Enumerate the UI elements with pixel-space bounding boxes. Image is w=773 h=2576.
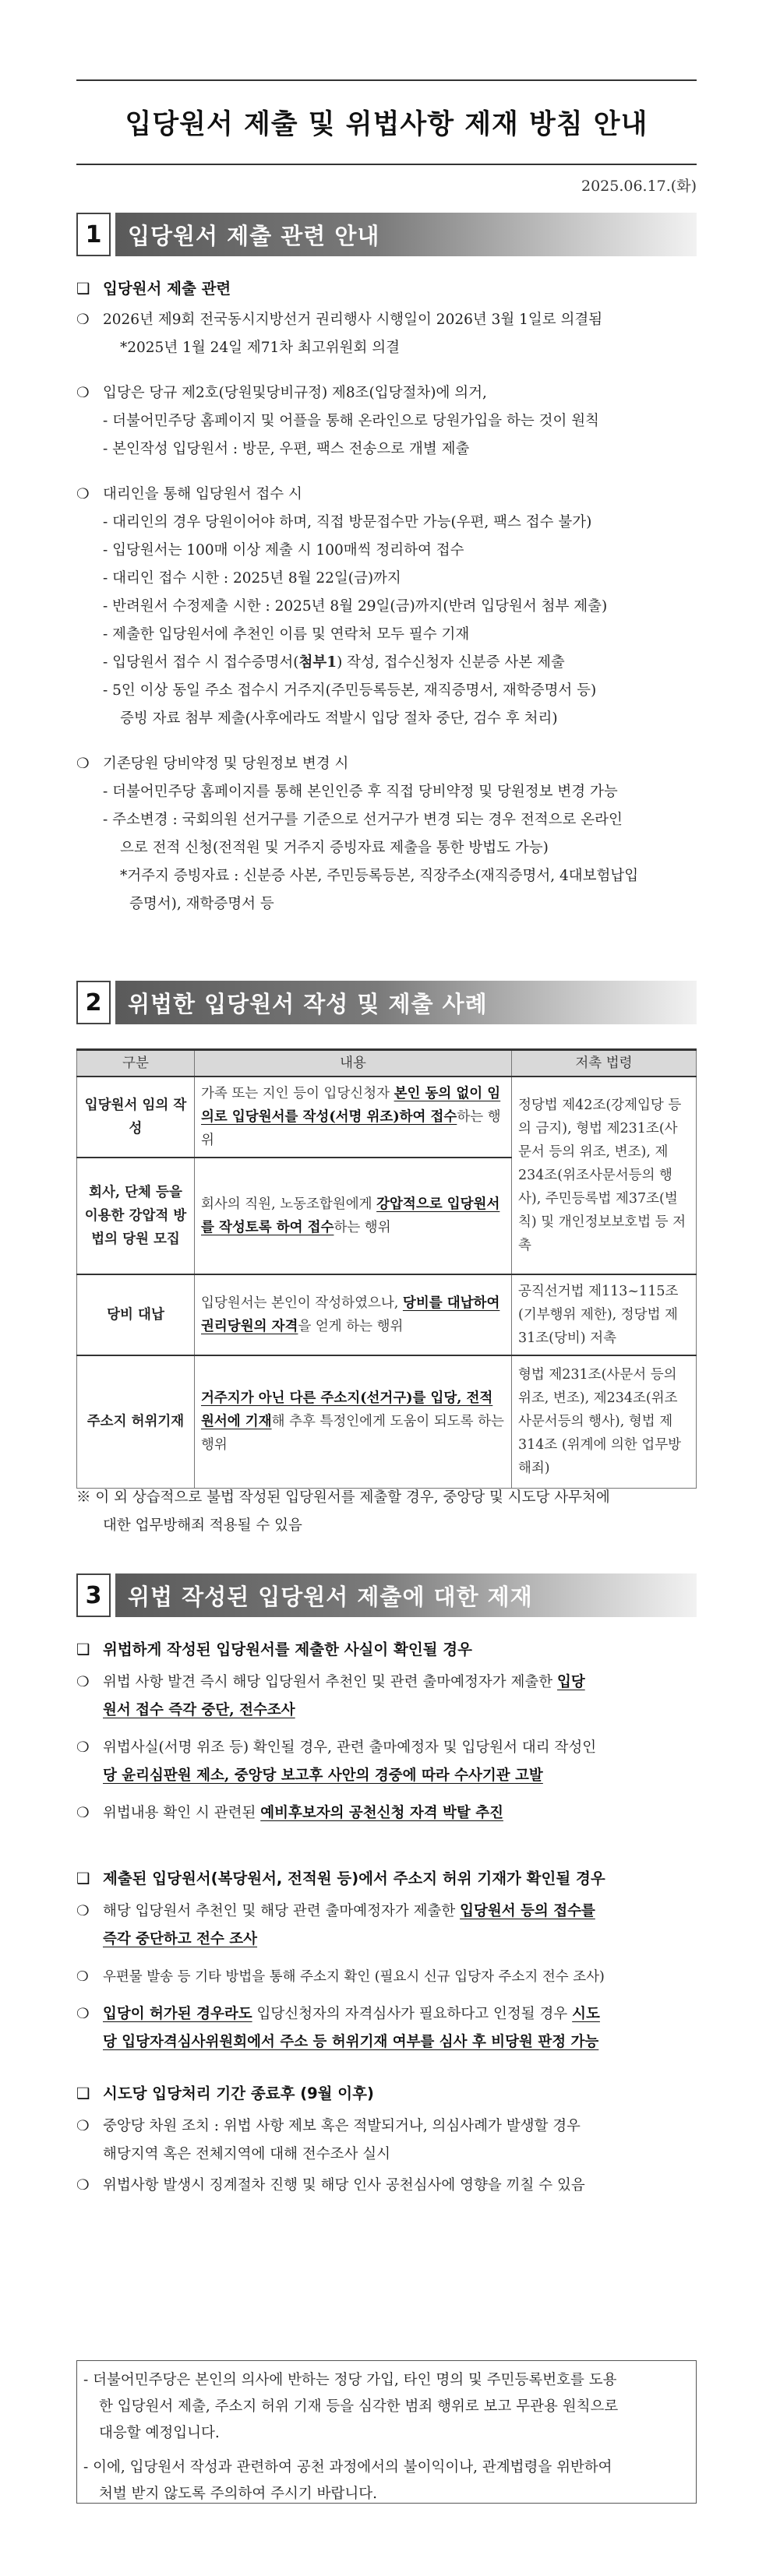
sub-item: - 반려원서 수정제출 시한 : 2025년 8월 29일(금)까지(반려 입당원서 첨부 제출) [103,598,608,615]
note-line: *거주지 증빙자료 : 신분증 사본, 주민등록등본, 직장주소(재직증명서, 4대보험납입 [120,868,639,884]
subsection-heading: ❑ 제출된 입당원서(복당원서, 전적원 등)에서 주소지 허위 기재가 확인될 경우 [76,1865,700,1893]
circle-bullet-icon: ❍ [76,756,90,772]
square-bullet-icon: ❑ [76,1869,90,1887]
section-number: 2 [76,981,111,1024]
sub-item: - 입당원서 접수 시 접수증명서( 첨부1 ) 작성, 접수신청자 신분증 사본 제출 [103,654,565,671]
subsection-heading: ❑ 시도당 입당처리 기간 종료후 (9월 이후) [76,2080,700,2108]
circle-bullet-icon: ❍ [76,312,90,328]
sub-item: - 주소변경 : 국회의원 선거구를 기준으로 선거구가 변경 되는 경우 전적으로 온라인 [103,812,623,828]
section-title: 입당원서 제출 관련 안내 [115,213,697,256]
list-item-continued: 당 입당자격심사위원회에서 주소 등 허위기재 여부를 심사 후 비당원 판정 가능 [103,2034,599,2050]
list-item: ❍ 2026년 제9회 전국동시지방선거 권리행사 시행일이 2026년 3월 1일로 의결됨 [76,306,700,334]
violation-cases-table [76,1048,697,1489]
list-item: ❍ 입당이 허가된 경우라도 입당신청자의 자격심사가 필요하다고 인정될 경우 시도 [76,2000,700,2028]
case-description: 입당원서는 본인이 작성하였으나, 당비를 대납하여 권리당원의 자격을 얻게 하는 행위 [195,1274,512,1355]
note-line: ※ 이 외 상습적으로 불법 작성된 입당원서를 제출할 경우, 중앙당 및 시도당 사무처에 [76,1489,610,1506]
list-item: ❍ 해당 입당원서 추천인 및 해당 관련 출마예정자가 제출한 입당원서 등의 접수를 [76,1898,700,1926]
section-number: 3 [76,1573,111,1617]
table-row [77,1077,697,1158]
circle-bullet-icon: ❍ [76,1805,90,1821]
document-title: 입당원서 제출 및 위법사항 제재 방침 안내 [125,109,648,140]
section-number: 1 [76,213,111,256]
subsection-heading: ❑ 위법하게 작성된 입당원서를 제출한 사실이 확인될 경우 [76,1636,700,1664]
notice-box [76,2360,697,2504]
list-item-continued: 원서 접수 즉각 중단, 전수조사 [103,1702,295,1718]
sub-item: - 입당원서는 100매 이상 제출 시 100매씩 정리하여 접수 [103,542,464,559]
subsection-heading: ❑ 입당원서 제출 관련 [76,275,700,303]
list-item: ❍ 우편물 발송 등 기타 방법을 통해 주소지 확인 (필요시 신규 입당자 주소지 전수 조사) [76,1963,700,1991]
section-3-body [76,1636,700,2200]
case-law: 정당법 제42조(강제입당 등의 금지), 형법 제231조(사문서 등의 위조, 변조), 제234조(위조사문서등의 행사), 주민등록법 제37조(벌칙) 및 개인정보보호법 등 저촉 [512,1077,697,1274]
table-header: 저촉 법령 [512,1050,697,1077]
table-header: 구분 [77,1050,195,1077]
sub-item: - 제출한 입당원서에 추천인 이름 및 연락처 모두 필수 기재 [103,626,470,643]
section-1-body [76,275,700,918]
list-item: ❍ 기존당원 당비약정 및 당원정보 변경 시 [76,750,700,778]
sub-item: - 더불어민주당 홈페이지를 통해 본인인증 후 직접 당비약정 및 당원정보 변경 가능 [103,784,618,800]
square-bullet-icon: ❑ [76,1640,90,1658]
circle-bullet-icon: ❍ [76,1903,90,1919]
case-description: 거주지가 아닌 다른 주소지(선거구)를 입당, 전적원서에 기재해 추후 특정인에게 도움이 되도록 하는 행위 [195,1355,512,1488]
sub-item: - 본인작성 입당원서 : 방문, 우편, 팩스 전송으로 개별 제출 [103,441,470,457]
section-title: 위법한 입당원서 작성 및 제출 사례 [115,981,697,1024]
sub-item-continued: 으로 전적 신청(전적원 및 거주지 증빙자료 제출을 통한 방법도 가능) [120,840,549,856]
circle-bullet-icon: ❍ [76,385,90,401]
list-item-continued: 해당지역 혹은 전체지역에 대해 전수조사 실시 [103,2146,390,2162]
table-row [77,1274,697,1355]
section-3-header [76,1573,697,1617]
sub-item: - 대리인의 경우 당원이어야 하며, 직접 방문접수만 가능(우편, 팩스 접수 불가) [103,514,592,530]
square-bullet-icon: ❑ [76,280,90,298]
circle-bullet-icon: ❍ [76,1674,90,1690]
case-law: 공직선거법 제113~115조(기부행위 제한), 정당법 제31조(당비) 저촉 [512,1274,697,1355]
list-item: ❍ 위법사실(서명 위조 등) 확인될 경우, 관련 출마예정자 및 입당원서 대리 작성인 [76,1734,700,1762]
notice-line: - 더불어민주당은 본인의 의사에 반하는 정당 가입, 타인 명의 및 주민등록번호를 도용 [83,2372,617,2388]
notice-line: 한 입당원서 제출, 주소지 허위 기재 등을 심각한 범죄 행위로 보고 무관용 원칙으로 [99,2398,619,2415]
case-law: 형법 제231조(사문서 등의 위조, 변조), 제234조(위조사문서등의 행사), 형법 제314조 (위계에 의한 업무방해죄) [512,1355,697,1488]
notice-line: 대응할 예정입니다. [99,2425,220,2441]
case-category: 회사, 단체 등을 이용한 강압적 방법의 당원 모집 [77,1158,195,1274]
table-row [77,1355,697,1488]
note-line: *2025년 1월 24일 제71차 최고위원회 의결 [120,340,401,356]
section-2-header [76,981,697,1024]
list-item: ❍ 위법 사항 발견 즉시 해당 입당원서 추천인 및 관련 출마예정자가 제출한 입당 [76,1669,700,1697]
sub-item-continued: 증빙 자료 첨부 제출(사후에라도 적발시 입당 절차 중단, 검수 후 처리) [120,710,558,727]
section-title: 위법 작성된 입당원서 제출에 대한 제재 [115,1573,697,1617]
circle-bullet-icon: ❍ [76,2006,90,2022]
section-2-note [76,1484,700,1540]
list-item-continued: 즉각 중단하고 전수 조사 [103,1931,258,1947]
list-item: ❍ 위법내용 확인 시 관련된 예비후보자의 공천신청 자격 박탈 추진 [76,1799,700,1827]
list-item: ❍ 입당은 당규 제2호(당원및당비규정) 제8조(입당절차)에 의거, [76,379,700,407]
list-item: ❍ 위법사항 발생시 징계절차 진행 및 해당 인사 공천심사에 영향을 끼칠 수 있음 [76,2172,700,2200]
case-category: 당비 대납 [77,1274,195,1355]
circle-bullet-icon: ❍ [76,486,90,502]
title-box [76,79,697,165]
circle-bullet-icon: ❍ [76,1969,89,1985]
notice-line: - 이에, 입당원서 작성과 관련하여 공천 과정에서의 불이익이나, 관계법령을 위반하여 [83,2459,612,2476]
notice-line: 처벌 받지 않도록 주의하여 주시기 바랍니다. [99,2486,377,2502]
list-item: ❍ 대리인을 통해 입당원서 접수 시 [76,481,700,509]
document-date: 2025.06.17.(화) [581,178,697,195]
sub-item: - 5인 이상 동일 주소 접수시 거주지(주민등록등본, 재직증명서, 재학증명서 등) [103,682,597,699]
list-item-continued: 당 윤리심판원 제소, 중앙당 보고후 사안의 경중에 따라 수사기관 고발 [103,1767,543,1784]
note-line-continued: 증명서), 재학증명서 등 [129,896,274,912]
list-item: ❍ 중앙당 차원 조치 : 위법 사항 제보 혹은 적발되거나, 의심사례가 발생할 경우 [76,2113,700,2141]
section-1-header [76,213,697,256]
sub-item: - 대리인 접수 시한 : 2025년 8월 22일(금)까지 [103,570,401,587]
sub-item: - 더불어민주당 홈페이지 및 어플을 통해 온라인으로 당원가입을 하는 것이 원칙 [103,413,599,429]
case-description: 회사의 직원, 노동조합원에게 강압적으로 입당원서를 작성토록 하여 접수하는 행위 [195,1158,512,1274]
case-category: 주소지 허위기재 [77,1355,195,1488]
table-header: 내용 [195,1050,512,1077]
circle-bullet-icon: ❍ [76,1739,90,1756]
case-category: 입당원서 임의 작성 [77,1077,195,1158]
case-description: 가족 또는 지인 등이 입당신청자 본인 동의 없이 임의로 입당원서를 작성(서명 위조)하여 접수하는 행위 [195,1077,512,1158]
circle-bullet-icon: ❍ [76,2118,90,2134]
note-line-continued: 대한 업무방해죄 적용될 수 있음 [103,1517,302,1534]
square-bullet-icon: ❑ [76,2084,90,2102]
circle-bullet-icon: ❍ [76,2177,90,2194]
